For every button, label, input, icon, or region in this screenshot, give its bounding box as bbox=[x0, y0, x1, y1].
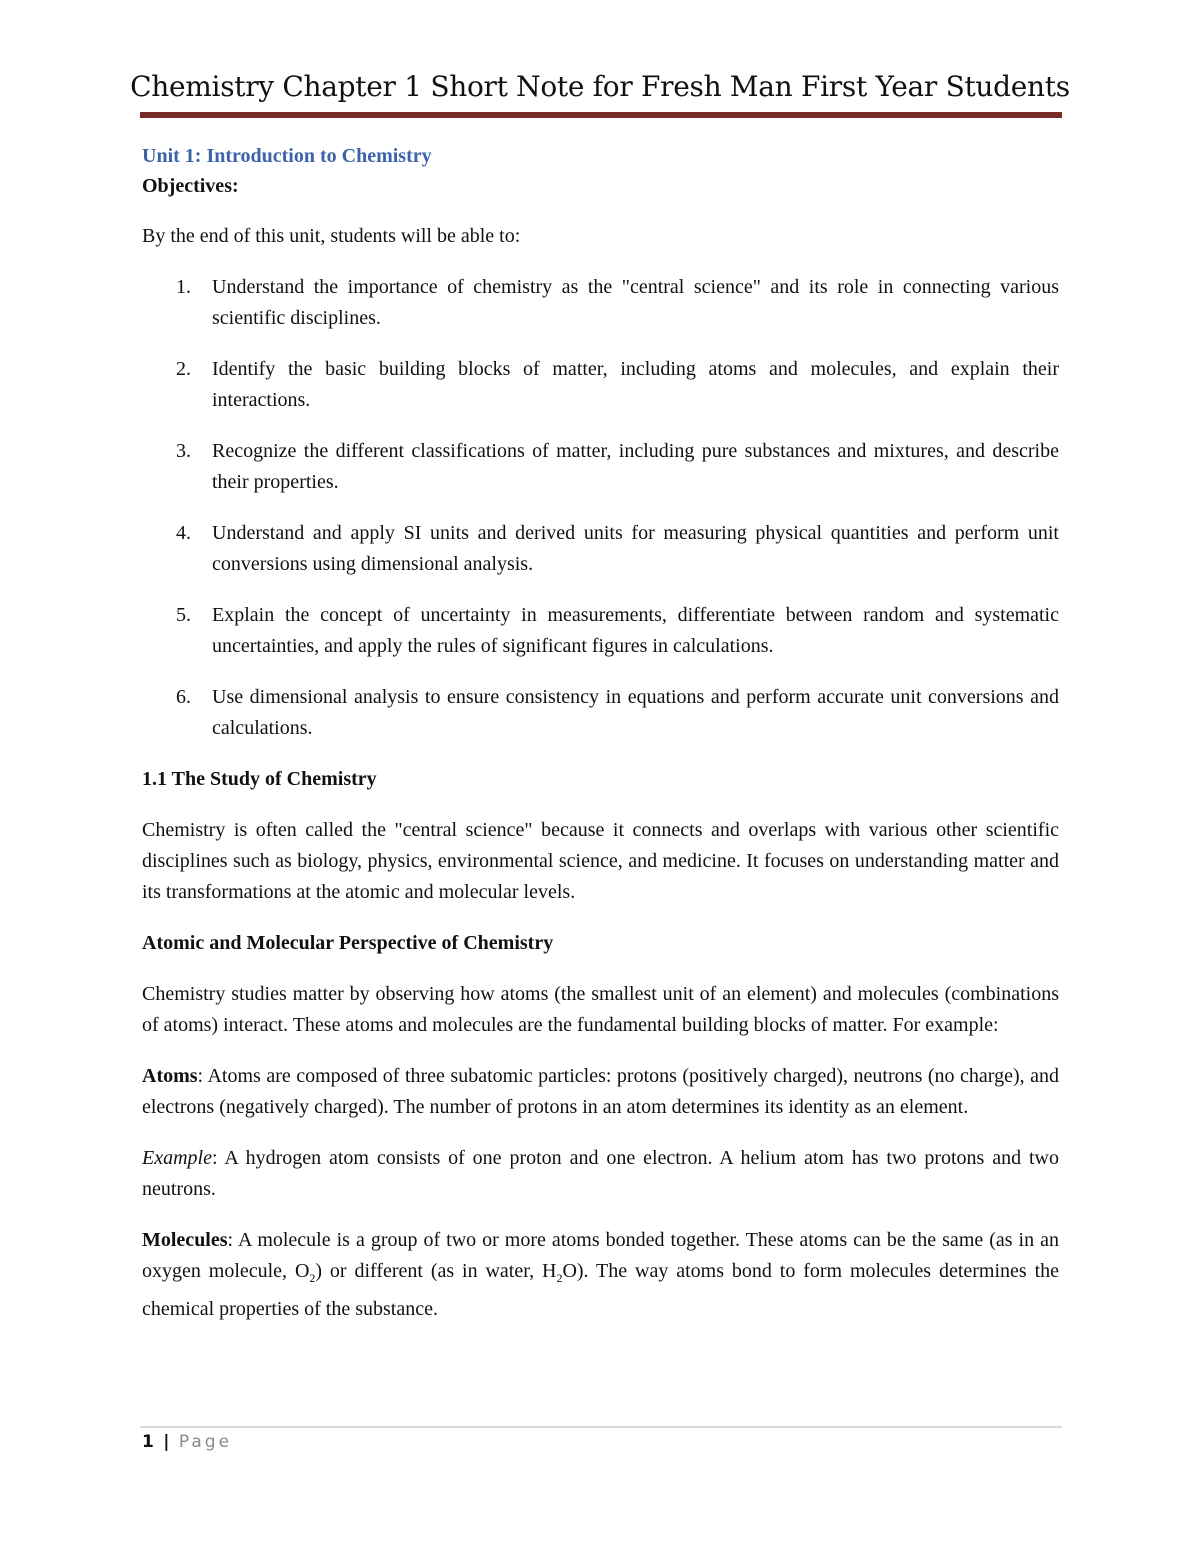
example-paragraph bbox=[142, 1143, 1059, 1205]
section-heading-atomic-perspective: Atomic and Molecular Perspective of Chemistry bbox=[142, 932, 554, 954]
page-label: Page bbox=[178, 1432, 233, 1452]
document-title: Chemistry Chapter 1 Short Note for Fresh Man First Year Students bbox=[130, 70, 1070, 103]
page-body bbox=[142, 142, 1059, 1345]
objective-text: Use dimensional analysis to ensure consistency in equations and perform accurate unit conversions and calculations. bbox=[212, 686, 1059, 739]
molecules-text-3: O). The way atoms bond to form molecules determines the chemical properties of the substance. bbox=[142, 1260, 1060, 1320]
objective-item bbox=[142, 436, 1059, 498]
objective-item bbox=[142, 518, 1059, 580]
objective-number: 4. bbox=[176, 522, 191, 544]
footer-separator: | bbox=[163, 1432, 170, 1452]
oxygen-subscript: 2 bbox=[309, 1271, 316, 1285]
header-divider bbox=[140, 112, 1062, 118]
objective-number: 2. bbox=[176, 358, 191, 380]
unit-heading: Unit 1: Introduction to Chemistry bbox=[142, 145, 432, 167]
water-subscript: 2 bbox=[556, 1271, 563, 1285]
footer-divider bbox=[140, 1426, 1062, 1428]
objective-number: 1. bbox=[176, 276, 191, 298]
objective-number: 3. bbox=[176, 440, 191, 462]
objective-item bbox=[142, 354, 1059, 416]
atoms-label: Atoms bbox=[142, 1065, 198, 1087]
objective-text: Recognize the different classifications of matter, including pure substances and mixtures, and describe their properties. bbox=[212, 440, 1059, 493]
objective-number: 5. bbox=[176, 604, 191, 626]
objectives-list bbox=[142, 272, 1059, 744]
objective-text: Understand the importance of chemistry as the "central science" and its role in connecting various scientific disciplines. bbox=[212, 276, 1059, 329]
objectives-label: Objectives: bbox=[142, 175, 239, 197]
example-text: : A hydrogen atom consists of one proton and one electron. A helium atom has two protons and two neutrons. bbox=[142, 1147, 1059, 1200]
molecules-paragraph bbox=[142, 1225, 1059, 1325]
objective-number: 6. bbox=[176, 686, 191, 708]
objective-item bbox=[142, 272, 1059, 334]
atomic-perspective-paragraph: Chemistry studies matter by observing how atoms (the smallest unit of an element) and molecules (combinations of atoms) interact. These atoms and molecules are the fundamental building blocks of matter. For example: bbox=[142, 983, 1059, 1036]
molecules-text-2: ) or different (as in water, H bbox=[315, 1260, 557, 1282]
page-footer bbox=[142, 1432, 232, 1452]
objectives-intro: By the end of this unit, students will be able to: bbox=[142, 225, 521, 247]
objective-item bbox=[142, 682, 1059, 744]
molecules-text-1: : A molecule is a group of two or more atoms bonded together. These atoms can be the same (as in an oxygen molecule, O bbox=[142, 1229, 1059, 1282]
molecules-label: Molecules bbox=[142, 1229, 228, 1251]
objective-text: Understand and apply SI units and derived units for measuring physical quantities and perform unit conversions using dimensional analysis. bbox=[212, 522, 1059, 575]
atoms-text: : Atoms are composed of three subatomic particles: protons (positively charged), neutrons (no charge), and electrons (negatively charged). The number of protons in an atom determines its identity as an element. bbox=[142, 1065, 1059, 1118]
objective-text: Identify the basic building blocks of matter, including atoms and molecules, and explain their interactions. bbox=[212, 358, 1059, 411]
study-of-chemistry-paragraph: Chemistry is often called the "central science" because it connects and overlaps with various other scientific disciplines such as biology, physics, environmental science, and medicine. It focuses on understanding matter and its transformations at the atomic and molecular levels. bbox=[142, 819, 1059, 903]
example-label: Example bbox=[142, 1147, 212, 1169]
atoms-paragraph bbox=[142, 1061, 1059, 1123]
section-heading-study-of-chemistry: 1.1 The Study of Chemistry bbox=[142, 768, 377, 790]
objective-text: Explain the concept of uncertainty in measurements, differentiate between random and systematic uncertainties, and apply the rules of significant figures in calculations. bbox=[212, 604, 1059, 657]
page-number: 1 bbox=[142, 1432, 154, 1452]
objective-item bbox=[142, 600, 1059, 662]
